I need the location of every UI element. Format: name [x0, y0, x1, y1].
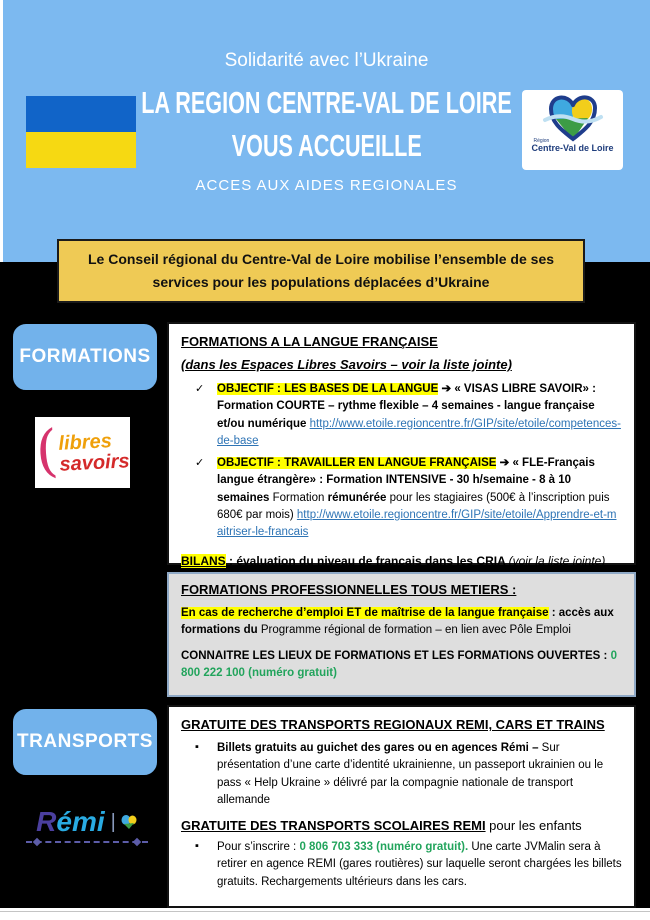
formations-pro-box	[167, 572, 636, 697]
bilans-line	[181, 553, 622, 570]
text-run: (voir la liste jointe)	[508, 554, 606, 569]
hyperlink[interactable]: http://www.etoile.regioncentre.fr/GIP/site/etoile/competences-de-base	[217, 417, 621, 447]
text-run: « VISAS LIBRE SAVOIR» : Formation COURTE – rythme flexible – 4 semaines - langue française et/ou numérique	[217, 383, 596, 430]
header-title-line2-text: VOUS ACCUEILLE	[231, 129, 422, 163]
region-logo-caption-small: Région	[533, 138, 550, 144]
check-bullet-icon: ✓	[195, 383, 205, 395]
text-run: Sur présentation d’une carte d’identité ukrainienne, un passeport ukrainien ou le pass « Help Ukraine » délivré par la compagnie nationale de transport allemande	[217, 742, 604, 806]
text-run: BILANS	[181, 554, 226, 569]
text-run: CONNAITRE LES LIEUX DE FORMATIONS ET LES FORMATIONS OUVERTES :	[181, 649, 611, 662]
text-run: 0 806 703 333 (numéro gratuit).	[299, 841, 469, 853]
text-run: GRATUITE DES TRANSPORTS SCOLAIRES REMI	[181, 818, 486, 833]
formations-pro-title: FORMATIONS PROFESSIONNELLES TOUS METIERS :	[181, 582, 517, 597]
ukraine-flag-yellow-stripe	[26, 132, 136, 168]
intro-banner-line1: Le Conseil régional du Centre-Val de Loire mobilise l’ensemble de ses	[87, 250, 555, 267]
formations-langue-box	[167, 322, 636, 569]
text-run: 0 800 222 100 (numéro gratuit)	[181, 649, 617, 679]
text-run: : évaluation du niveau de français dans les CRIA	[225, 554, 509, 569]
square-bullet-icon: ▪	[195, 840, 199, 852]
text-run: pour les enfants	[485, 818, 582, 833]
langue-bullet-2	[181, 455, 622, 541]
hyperlink[interactable]: http://www.etoile.regioncentre.fr/GIP/site/etoile/Apprendre-et-maitriser-le-francais	[217, 508, 617, 538]
transports-title-1: GRATUITE DES TRANSPORTS REGIONAUX REMI, CARS ET TRAINS	[181, 717, 605, 732]
text-run: ➔	[496, 457, 513, 469]
region-logo-caption	[531, 138, 614, 153]
text-run: OBJECTIF : LES BASES DE LA LANGUE	[217, 383, 439, 395]
text-run: pour les stagiaires (500€ à l’inscription puis 680€ par mois)	[217, 491, 610, 521]
text-run: Pour s’inscrire :	[217, 841, 300, 853]
header-title-line1-text: LA REGION CENTRE-VAL DE LOIRE	[141, 86, 512, 120]
formations-langue-title: FORMATIONS A LA LANGUE FRANÇAISE	[181, 334, 438, 349]
formations-pro-para2	[181, 648, 622, 683]
langue-bullet-2-text	[217, 455, 622, 541]
libres-savoirs-logo	[35, 417, 130, 488]
text-run: Formation	[272, 491, 328, 504]
libres-savoirs-words	[58, 430, 130, 476]
libres-savoirs-word2: savoirs	[58, 449, 131, 476]
text-run: Une carte JVMalin sera à retirer en agence REMI (gares routières) sur laquelle seront chargées les billets gratuits. Rechargements ultérieurs dans les cars.	[217, 841, 622, 888]
region-logo-caption-main: Centre-Val de Loire	[531, 143, 614, 153]
ukraine-flag	[26, 96, 136, 168]
square-bullet-icon: ▪	[195, 741, 199, 753]
check-bullet-icon: ✓	[195, 457, 205, 469]
ukraine-flag-blue-stripe	[26, 96, 136, 132]
header-subtitle: Solidarité avec l’Ukraine	[224, 50, 429, 71]
libres-savoirs-paren: (	[33, 418, 61, 485]
sidebar-label-formations: FORMATIONS	[11, 322, 159, 392]
transports-bullet-1-text	[217, 740, 622, 809]
text-run: ➔	[438, 383, 455, 395]
transports-title-2	[181, 818, 622, 833]
header-banner	[3, 0, 650, 262]
intro-banner	[57, 239, 585, 303]
remi-logo-letter: R	[36, 806, 57, 837]
formations-pro-para1	[181, 605, 622, 640]
transports-bullet-1	[181, 740, 622, 809]
langue-bullet-1	[181, 381, 622, 450]
intro-banner-line2: services pour les populations déplacées d’Ukraine	[152, 274, 490, 290]
transports-bullet-2	[181, 839, 622, 891]
remi-logo-rest: émi	[56, 806, 105, 837]
text-run: rémunérée	[327, 491, 387, 504]
transports-bullet-2-text	[217, 839, 622, 891]
langue-bullet-1-text	[217, 381, 622, 450]
header-tagline: ACCES AUX AIDES REGIONALES	[195, 177, 458, 194]
transports-box	[167, 705, 636, 908]
remi-logo	[22, 808, 152, 868]
remi-mini-heart-icon	[120, 814, 138, 830]
heart-logo-icon	[542, 93, 604, 143]
sidebar-label-transports: TRANSPORTS	[11, 707, 159, 777]
text-run: OBJECTIF : TRAVAILLER EN LANGUE FRANÇAISE	[217, 457, 497, 469]
text-run: : accès aux formations du	[181, 607, 614, 637]
region-centre-val-de-loire-logo	[522, 90, 623, 170]
remi-logo-separator: |	[110, 810, 116, 833]
text-run: Programme régional de formation – en lien avec Pôle Emploi	[260, 624, 571, 637]
remi-tagline-divider	[26, 841, 148, 843]
text-run: En cas de recherche d’emploi ET de maîtrise de la langue française	[181, 607, 549, 619]
text-run: « FLE-Français langue étrangère» : Formation INTENSIVE - 30 h/semaine - 8 à 10 semaines	[217, 457, 595, 504]
libres-savoirs-word1: libres	[57, 429, 113, 455]
text-run: Billets gratuits au guichet des gares ou en agences Rémi –	[217, 742, 542, 754]
page-bottom-edge	[0, 911, 650, 912]
remi-logo-row	[36, 808, 138, 836]
formations-langue-subtitle: (dans les Espaces Libres Savoirs – voir la liste jointe)	[181, 357, 512, 372]
